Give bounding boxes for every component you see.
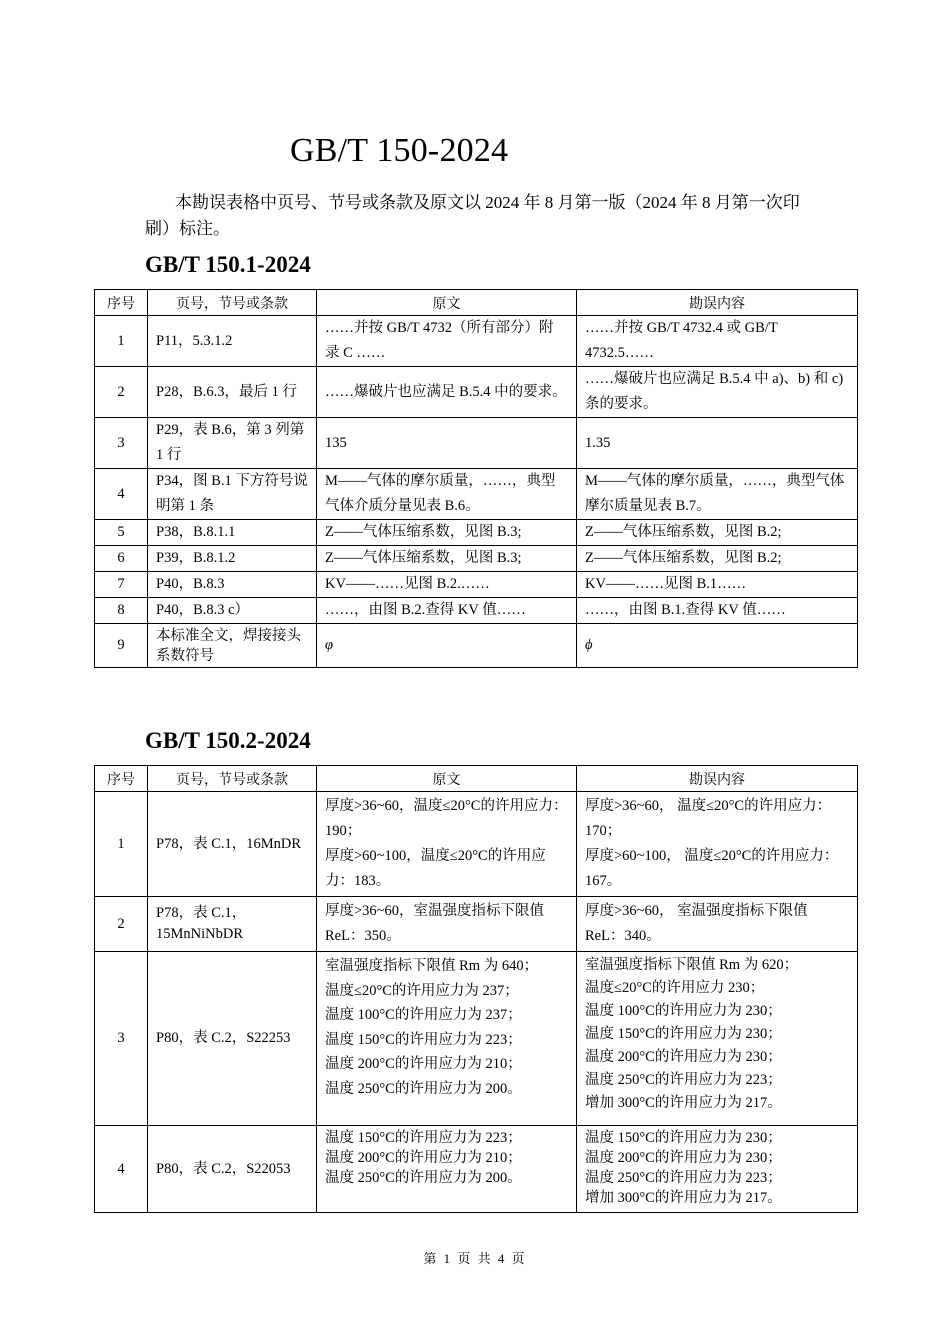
col-header-correction: 勘误内容: [577, 766, 858, 792]
table-row: [95, 469, 858, 520]
row-location: P11，5.3.1.2: [148, 316, 317, 367]
col-header-no: 序号: [95, 290, 148, 316]
row-original: 室温强度指标下限值 Rm 为 640； 温度≤20°C的许用应力为 237； 温度 100°C的许用应力为 237； 温度 150°C的许用应力为 223； 温度 200°C的许用应力为 210； 温度 250°C的许用应力为 200。: [317, 952, 577, 1126]
row-original: φ: [317, 624, 577, 668]
row-no: 3: [95, 952, 148, 1126]
col-header-correction: 勘误内容: [577, 290, 858, 316]
row-location: P39，B.8.1.2: [148, 546, 317, 572]
table-row: [95, 897, 858, 952]
row-correction: 温度 150°C的许用应力为 230； 温度 200°C的许用应力为 230； 温度 250°C的许用应力为 223； 增加 300°C的许用应力为 217。: [577, 1126, 858, 1213]
row-location: P80，表 C.2，S22253: [148, 952, 317, 1126]
col-header-no: 序号: [95, 766, 148, 792]
row-no: 2: [95, 367, 148, 418]
row-no: 7: [95, 572, 148, 598]
table-row: [95, 367, 858, 418]
row-correction: KV——……见图 B.1……: [577, 572, 858, 598]
row-original: 135: [317, 418, 577, 469]
row-original: 厚度>36~60，温度≤20°C的许用应力：190； 厚度>60~100，温度≤20°C的许用应力：183。: [317, 792, 577, 897]
col-header-original: 原文: [317, 766, 577, 792]
row-original: 厚度>36~60，室温强度指标下限值 ReL：350。: [317, 897, 577, 952]
row-location: P80，表 C.2，S22053: [148, 1126, 317, 1213]
row-no: 1: [95, 792, 148, 897]
row-location: P78，表 C.1，15MnNiNbDR: [148, 897, 317, 952]
table-row: [95, 418, 858, 469]
table-header-row: [95, 290, 858, 316]
row-no: 5: [95, 520, 148, 546]
row-no: 4: [95, 1126, 148, 1213]
table-header-row: [95, 766, 858, 792]
row-no: 1: [95, 316, 148, 367]
row-correction: 厚度>36~60， 温度≤20°C的许用应力：170； 厚度>60~100， 温度≤20°C的许用应力：167。: [577, 792, 858, 897]
table-row: [95, 624, 858, 668]
table-row: [95, 520, 858, 546]
errata-table-1: [94, 289, 858, 668]
row-correction: ……并按 GB/T 4732.4 或 GB/T 4732.5……: [577, 316, 858, 367]
row-no: 3: [95, 418, 148, 469]
row-correction: Z——气体压缩系数，见图 B.2;: [577, 520, 858, 546]
row-correction: ϕ: [577, 624, 858, 668]
row-original: Z——气体压缩系数，见图 B.3;: [317, 520, 577, 546]
table-row: [95, 598, 858, 624]
row-original: ……，由图 B.2.查得 KV 值……: [317, 598, 577, 624]
row-correction: Z——气体压缩系数，见图 B.2;: [577, 546, 858, 572]
table-row: [95, 546, 858, 572]
table-row: [95, 572, 858, 598]
row-location: P28，B.6.3，最后 1 行: [148, 367, 317, 418]
row-location: P40，B.8.3 c）: [148, 598, 317, 624]
row-location: P38，B.8.1.1: [148, 520, 317, 546]
page-footer: 第 1 页 共 4 页: [423, 1251, 527, 1266]
row-correction: ……爆破片也应满足 B.5.4 中 a)、b) 和 c)条的要求。: [577, 367, 858, 418]
row-location: P40，B.8.3: [148, 572, 317, 598]
row-no: 4: [95, 469, 148, 520]
table-row: [95, 1126, 858, 1213]
row-correction: 厚度>36~60， 室温强度指标下限值 ReL：340。: [577, 897, 858, 952]
row-correction: M——气体的摩尔质量，……，典型气体摩尔质量见表 B.7。: [577, 469, 858, 520]
section2-heading: GB/T 150.2-2024: [145, 728, 311, 753]
col-header-location: 页号，节号或条款: [148, 766, 317, 792]
row-no: 8: [95, 598, 148, 624]
row-correction: 1.35: [577, 418, 858, 469]
col-header-location: 页号，节号或条款: [148, 290, 317, 316]
row-original: Z——气体压缩系数，见图 B.3;: [317, 546, 577, 572]
row-correction: 室温强度指标下限值 Rm 为 620； 温度≤20°C的许用应力 230； 温度 100°C的许用应力为 230； 温度 150°C的许用应力为 230； 温度 200°C的许用应力为 230； 温度 250°C的许用应力为 223； 增加 300°C的许用应力为 217。: [577, 952, 858, 1126]
row-no: 9: [95, 624, 148, 668]
row-location: 本标准全文，焊接接头系数符号: [148, 624, 317, 668]
row-no: 2: [95, 897, 148, 952]
row-no: 6: [95, 546, 148, 572]
intro-paragraph: 本勘误表格中页号、节号或条款及原文以 2024 年 8 月第一版（2024 年 8 月第一次印刷）标注。: [145, 193, 800, 238]
errata-table-2: [94, 765, 858, 1213]
row-original: KV——……见图 B.2.……: [317, 572, 577, 598]
row-location: P29，表 B.6，第 3 列第 1 行: [148, 418, 317, 469]
row-original: 温度 150°C的许用应力为 223； 温度 200°C的许用应力为 210； 温度 250°C的许用应力为 200。: [317, 1126, 577, 1213]
section1-heading: GB/T 150.1-2024: [145, 252, 311, 277]
table-row: [95, 952, 858, 1126]
row-location: P78，表 C.1，16MnDR: [148, 792, 317, 897]
row-location: P34，图 B.1 下方符号说明第 1 条: [148, 469, 317, 520]
row-original: ……爆破片也应满足 B.5.4 中的要求。: [317, 367, 577, 418]
table-row: [95, 792, 858, 897]
col-header-original: 原文: [317, 290, 577, 316]
document-title: GB/T 150-2024: [290, 132, 509, 169]
row-correction: ……，由图 B.1.查得 KV 值……: [577, 598, 858, 624]
row-original: M——气体的摩尔质量，……，典型气体介质分量见表 B.6。: [317, 469, 577, 520]
row-original: ……并按 GB/T 4732（所有部分）附录 C ……: [317, 316, 577, 367]
table-row: [95, 316, 858, 367]
